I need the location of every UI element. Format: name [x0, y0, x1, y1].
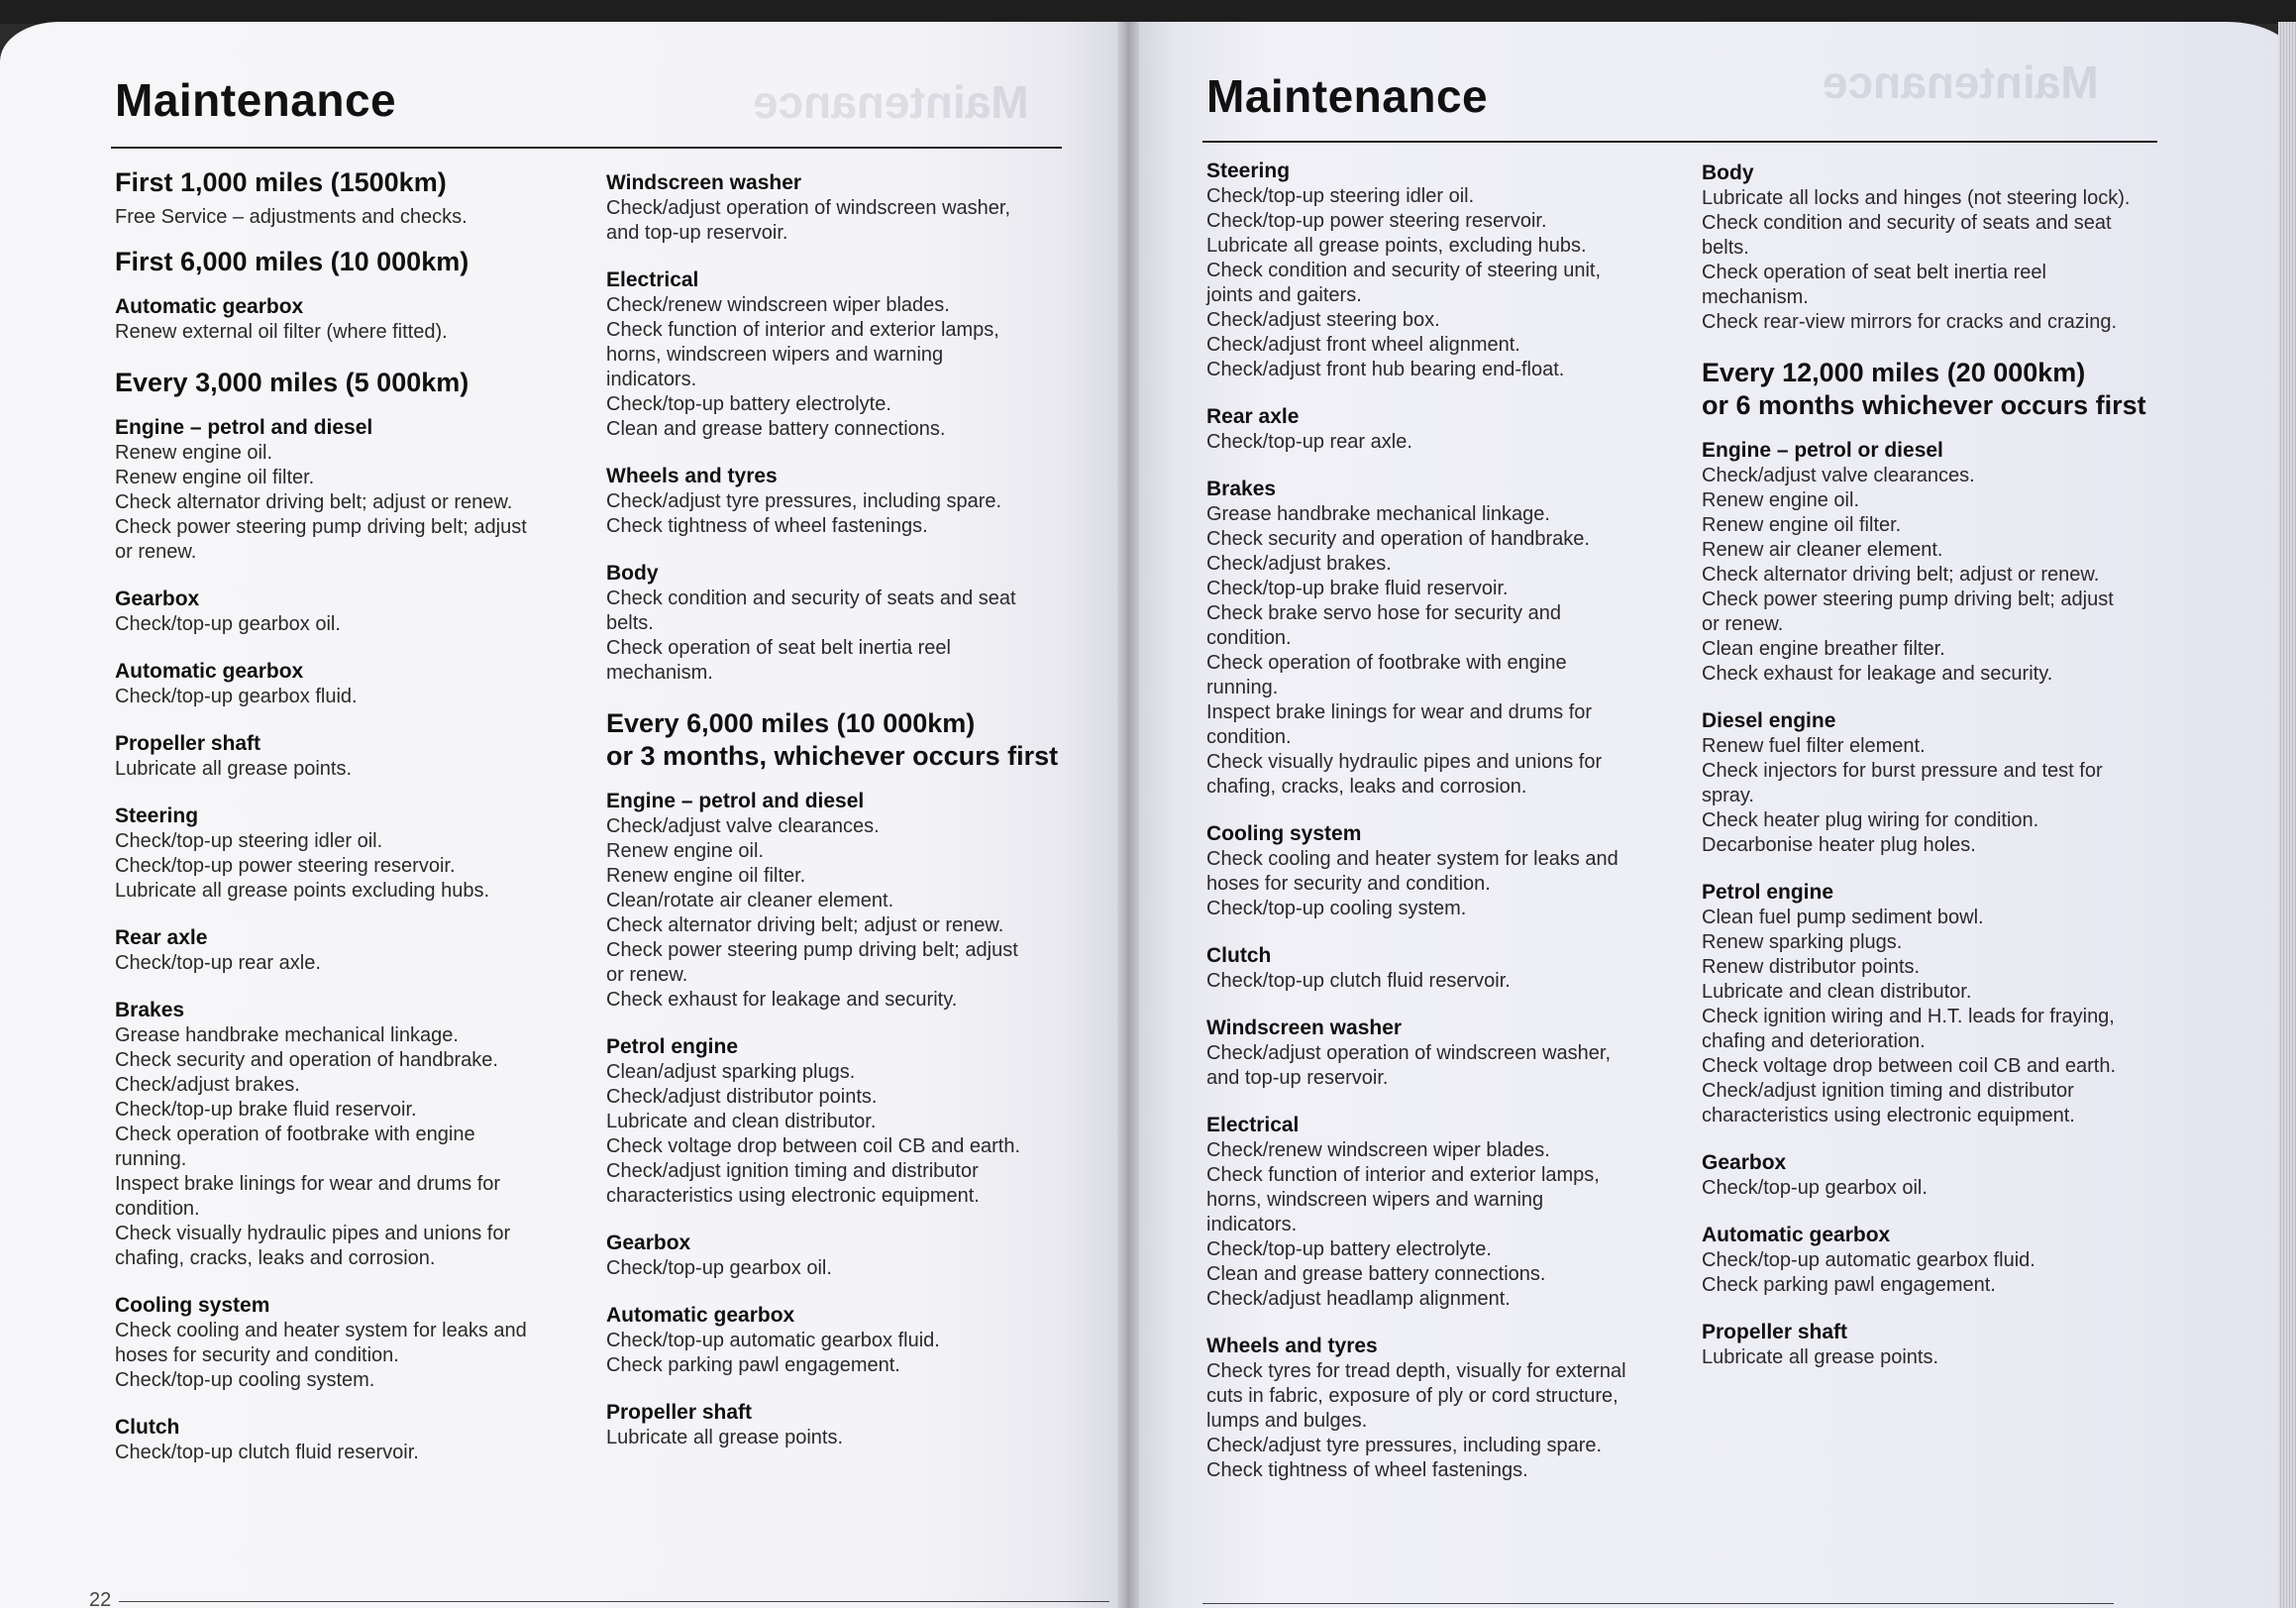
left-bottom-rule [119, 1601, 1109, 1602]
maintenance-item: Renew fuel filter element. [1702, 735, 1926, 757]
maintenance-item: belts. [606, 612, 654, 634]
maintenance-item: Lubricate all locks and hinges (not steering lock). [1702, 187, 2131, 209]
maintenance-item: Check/adjust ignition timing and distributor [606, 1160, 979, 1182]
section-heading [1702, 880, 2167, 906]
maintenance-item: Check security and operation of handbrake. [115, 1049, 498, 1071]
maintenance-item: Check/adjust ignition timing and distributor [1702, 1080, 2074, 1102]
maintenance-item: Check alternator driving belt; adjust or renew. [606, 914, 1004, 936]
maintenance-item: Check/top-up brake fluid reservoir. [115, 1099, 417, 1121]
maintenance-item: cuts in fabric, exposure of ply or cord structure, [1206, 1385, 1618, 1407]
maintenance-item: horns, windscreen wipers and warning [1206, 1189, 1544, 1211]
maintenance-item: Check/top-up clutch fluid reservoir. [115, 1442, 419, 1463]
maintenance-item: Check/adjust front hub bearing end-float. [1206, 359, 1565, 380]
section-automatic-gearbox [1702, 1223, 2167, 1298]
section-steering [115, 804, 580, 904]
section-heading [606, 561, 1072, 587]
maintenance-item: Check security and operation of handbrake. [1206, 528, 1590, 550]
maintenance-item: chafing and deterioration. [1702, 1030, 1926, 1052]
maintenance-item: Check/top-up rear axle. [115, 952, 321, 974]
section-heading [1206, 1113, 1682, 1138]
maintenance-item: Check injectors for burst pressure and test for [1702, 760, 2103, 782]
maintenance-item: Check tightness of wheel fastenings. [606, 515, 928, 537]
heading-line: Body [1702, 161, 1754, 184]
section-electrical [606, 268, 1072, 442]
section-body [606, 561, 1072, 686]
heading-line: Wheels and tyres [606, 465, 778, 487]
maintenance-item: lumps and bulges. [1206, 1410, 1368, 1432]
section-heading [1206, 943, 1682, 969]
maintenance-item: Check heater plug wiring for condition. [1702, 809, 2039, 831]
section-heading [1206, 1016, 1682, 1041]
section-automatic-gearbox [606, 1303, 1072, 1378]
section-heading [115, 998, 580, 1023]
maintenance-item: or renew. [606, 964, 688, 986]
section-rear-axle [1206, 404, 1682, 455]
section-petrol-engine [606, 1034, 1072, 1209]
maintenance-item: Renew external oil filter (where fitted). [115, 321, 448, 343]
maintenance-item: Check power steering pump driving belt; adjust [606, 939, 1018, 961]
heading-line: Petrol engine [1702, 881, 1834, 904]
section-heading [1702, 357, 2167, 422]
maintenance-item: hoses for security and condition. [115, 1344, 399, 1366]
maintenance-item: Check operation of footbrake with engine [115, 1124, 475, 1145]
section-steering [1206, 159, 1682, 382]
section-windscreen-washer [1206, 1016, 1682, 1091]
maintenance-item: Check condition and security of steering unit, [1206, 260, 1601, 281]
maintenance-item: Check/top-up automatic gearbox fluid. [1702, 1249, 2035, 1271]
heading-line: Brakes [115, 999, 185, 1021]
section-heading [115, 1415, 580, 1441]
maintenance-item: Renew distributor points. [1702, 956, 1921, 978]
section-cooling-system [1206, 821, 1682, 921]
maintenance-item: Lubricate all grease points. [1702, 1346, 1939, 1368]
maintenance-item: Lubricate all grease points. [115, 758, 353, 780]
maintenance-item: Check/top-up power steering reservoir. [115, 855, 456, 877]
maintenance-item: Lubricate and clean distributor. [1702, 981, 1972, 1003]
section-electrical [1206, 1113, 1682, 1312]
page-edges [2278, 22, 2296, 1608]
maintenance-item: Check/adjust operation of windscreen washer, [606, 197, 1011, 219]
heading-line: Steering [115, 804, 199, 827]
maintenance-item: Renew engine oil. [606, 840, 764, 862]
section-heading [1702, 1223, 2167, 1248]
section-heading [115, 1293, 580, 1319]
section-heading [606, 1303, 1072, 1329]
maintenance-item: Check power steering pump driving belt; adjust [115, 516, 527, 538]
heading-line: Clutch [115, 1416, 180, 1439]
section-every-6-000-miles-10-000km [606, 707, 1072, 773]
heading-line: Propeller shaft [115, 732, 261, 755]
maintenance-item: Renew engine oil. [1702, 489, 1859, 511]
maintenance-item: Check condition and security of seats and seat [606, 588, 1016, 609]
section-heading [606, 464, 1072, 489]
section-every-3-000-miles-5-000km [115, 367, 580, 399]
maintenance-item: Lubricate all grease points excluding hubs. [115, 880, 490, 902]
maintenance-item: Free Service – adjustments and checks. [115, 206, 468, 228]
maintenance-item: Check function of interior and exterior lamps, [1206, 1164, 1600, 1186]
heading-line: Propeller shaft [1702, 1321, 1848, 1343]
heading-line: Every 3,000 miles (5 000km) [115, 368, 470, 397]
maintenance-item: Grease handbrake mechanical linkage. [1206, 503, 1550, 525]
maintenance-item: or renew. [115, 541, 197, 563]
maintenance-item: Check operation of seat belt inertia reel [606, 637, 951, 659]
maintenance-item: Check/top-up cooling system. [1206, 898, 1467, 919]
section-heading [1702, 438, 2167, 464]
section-heading [115, 294, 580, 320]
maintenance-item: Check/top-up power steering reservoir. [1206, 210, 1547, 232]
maintenance-item: characteristics using electronic equipment. [1702, 1105, 2075, 1126]
section-heading [1206, 404, 1682, 430]
heading-line: Rear axle [115, 926, 208, 949]
maintenance-item: Check power steering pump driving belt; adjust [1702, 589, 2114, 610]
section-heading [115, 415, 580, 441]
right-ghost-title: Maintenance [1823, 56, 2099, 108]
maintenance-item: Check cooling and heater system for leaks and [115, 1320, 527, 1341]
heading-line: Petrol engine [606, 1035, 739, 1058]
section-heading [606, 170, 1072, 196]
maintenance-item: Check/adjust headlamp alignment. [1206, 1288, 1511, 1310]
heading-line: Electrical [1206, 1114, 1300, 1136]
section-heading [115, 804, 580, 829]
maintenance-item: Clean fuel pump sediment bowl. [1702, 907, 1984, 928]
section-gearbox [1702, 1150, 2167, 1201]
section-heading [606, 707, 1072, 773]
maintenance-item: Check tyres for tread depth, visually for external [1206, 1360, 1626, 1382]
left-page-title: Maintenance [115, 74, 397, 126]
maintenance-item: Check rear-view mirrors for cracks and crazing. [1702, 311, 2117, 333]
section-heading [1702, 1320, 2167, 1345]
maintenance-item: mechanism. [606, 662, 713, 684]
heading-line: Every 12,000 miles (20 000km) [1702, 358, 2086, 387]
maintenance-item: Check voltage drop between coil CB and earth. [1702, 1055, 2117, 1077]
maintenance-item: Inspect brake linings for wear and drums for [1206, 701, 1593, 723]
maintenance-item: Check voltage drop between coil CB and earth. [606, 1135, 1021, 1157]
section-diesel-engine [1702, 708, 2167, 858]
maintenance-item: Check/adjust valve clearances. [1702, 465, 1975, 486]
maintenance-item: Check/top-up gearbox oil. [606, 1257, 832, 1279]
maintenance-item: Clean/adjust sparking plugs. [606, 1061, 856, 1083]
maintenance-item: and top-up reservoir. [606, 222, 788, 244]
maintenance-item: Check/adjust brakes. [115, 1074, 300, 1096]
maintenance-item: Renew air cleaner element. [1702, 539, 1943, 561]
section-heading [115, 367, 580, 399]
maintenance-item: Check parking pawl engagement. [1702, 1274, 1996, 1296]
left-title-rule [111, 147, 1062, 149]
maintenance-item: Check alternator driving belt; adjust or renew. [1702, 564, 2100, 586]
maintenance-item: Renew engine oil. [115, 442, 272, 464]
section-heading [115, 246, 580, 278]
section-heading [1702, 708, 2167, 734]
maintenance-item: Check/adjust distributor points. [606, 1086, 878, 1108]
maintenance-item: Clean and grease battery connections. [1206, 1263, 1546, 1285]
section-first-1-000-miles-1500km [115, 166, 580, 230]
section-heading [1702, 1150, 2167, 1176]
heading-line: Windscreen washer [606, 171, 802, 194]
maintenance-item: characteristics using electronic equipment. [606, 1185, 980, 1207]
maintenance-item: Check/adjust tyre pressures, including spare. [606, 490, 1002, 512]
section-cooling-system [115, 1293, 580, 1393]
maintenance-item: Check/top-up steering idler oil. [1206, 185, 1475, 207]
heading-line: Rear axle [1206, 405, 1300, 428]
maintenance-item: Check cooling and heater system for leaks and [1206, 848, 1618, 870]
heading-line: Gearbox [115, 588, 200, 610]
maintenance-item: Check function of interior and exterior lamps, [606, 319, 999, 341]
heading-line: Cooling system [115, 1294, 270, 1317]
section-petrol-engine [1702, 880, 2167, 1128]
maintenance-item: Check/top-up gearbox oil. [1702, 1177, 1928, 1199]
section-rear-axle [115, 925, 580, 976]
heading-line: Brakes [1206, 478, 1277, 500]
maintenance-item: Check tightness of wheel fastenings. [1206, 1459, 1528, 1481]
book-gutter [1117, 22, 1139, 1608]
maintenance-item: Grease handbrake mechanical linkage. [115, 1024, 459, 1046]
maintenance-item: Check/top-up brake fluid reservoir. [1206, 578, 1509, 599]
section-heading [115, 731, 580, 757]
maintenance-item: Check/top-up cooling system. [115, 1369, 375, 1391]
maintenance-item: Check/renew windscreen wiper blades. [1206, 1139, 1550, 1161]
maintenance-item: Check visually hydraulic pipes and unions for [1206, 751, 1603, 773]
maintenance-item: Renew engine oil filter. [115, 467, 315, 488]
section-heading [115, 587, 580, 612]
maintenance-item: Check visually hydraulic pipes and unions for [115, 1223, 511, 1244]
maintenance-item: Check/adjust tyre pressures, including spare. [1206, 1435, 1603, 1456]
maintenance-item: Check/top-up clutch fluid reservoir. [1206, 970, 1511, 992]
maintenance-item: joints and gaiters. [1206, 284, 1362, 306]
maintenance-item: chafing, cracks, leaks and corrosion. [1206, 776, 1527, 798]
heading-line-2: or 3 months, whichever occurs first [606, 741, 1059, 771]
heading-line: Wheels and tyres [1206, 1335, 1378, 1357]
heading-line: Engine – petrol and diesel [606, 790, 865, 812]
maintenance-item: condition. [1206, 726, 1292, 748]
maintenance-item: Check alternator driving belt; adjust or renew. [115, 491, 513, 513]
maintenance-item: mechanism. [1702, 286, 1809, 308]
right-page-title: Maintenance [1206, 70, 1489, 122]
section-heading [606, 1400, 1072, 1426]
maintenance-item: Renew sparking plugs. [1702, 931, 1903, 953]
maintenance-item: spray. [1702, 785, 1754, 806]
maintenance-item: Check/top-up automatic gearbox fluid. [606, 1330, 940, 1351]
maintenance-item: Check condition and security of seats and seat [1702, 212, 2112, 234]
section-heading [1206, 159, 1682, 184]
section-gearbox [606, 1231, 1072, 1281]
section-heading [606, 1034, 1072, 1060]
maintenance-item: Clean engine breather filter. [1702, 638, 1945, 660]
left-column-1 [115, 166, 580, 1487]
maintenance-item: Check brake servo hose for security and [1206, 602, 1561, 624]
maintenance-item: hoses for security and condition. [1206, 873, 1491, 895]
maintenance-item: Lubricate all grease points, excluding hubs. [1206, 235, 1587, 257]
section-automatic-gearbox [115, 659, 580, 709]
maintenance-item: or renew. [1702, 613, 1784, 635]
section-engine-petrol-or-diesel [1702, 438, 2167, 687]
heading-line: First 6,000 miles (10 000km) [115, 247, 470, 276]
section-engine-petrol-and-diesel [606, 789, 1072, 1013]
section-heading [1206, 477, 1682, 502]
left-ghost-title: Maintenance [753, 76, 1029, 128]
maintenance-item: Check exhaust for leakage and security. [1702, 663, 2053, 685]
maintenance-item: horns, windscreen wipers and warning [606, 344, 944, 366]
maintenance-item: Check/top-up battery electrolyte. [1206, 1238, 1492, 1260]
maintenance-item: Lubricate all grease points. [606, 1427, 844, 1448]
section-engine-petrol-and-diesel [115, 415, 580, 565]
section-clutch [115, 1415, 580, 1465]
maintenance-item: indicators. [1206, 1214, 1298, 1235]
maintenance-item: Check/adjust operation of windscreen washer, [1206, 1042, 1612, 1064]
maintenance-item: Renew engine oil filter. [606, 865, 806, 887]
maintenance-item: condition. [115, 1198, 200, 1220]
heading-line: Automatic gearbox [115, 295, 304, 318]
heading-line-2: or 6 months whichever occurs first [1702, 390, 2146, 420]
section-heading [606, 268, 1072, 293]
section-gearbox [115, 587, 580, 637]
section-every-12-000-miles-20-000km [1702, 357, 2167, 422]
maintenance-item: Check parking pawl engagement. [606, 1354, 900, 1376]
section-body [1702, 161, 2167, 335]
section-wheels-and-tyres [606, 464, 1072, 539]
section-propeller-shaft [1702, 1320, 2167, 1370]
maintenance-item: Check/top-up gearbox oil. [115, 613, 341, 635]
heading-line: Clutch [1206, 944, 1272, 967]
section-heading [115, 925, 580, 951]
left-page-number: 22 [89, 1589, 112, 1608]
maintenance-item: Check ignition wiring and H.T. leads for fraying, [1702, 1006, 2115, 1027]
section-heading [1702, 161, 2167, 186]
heading-line: Electrical [606, 268, 699, 291]
section-windscreen-washer [606, 170, 1072, 246]
maintenance-item: Clean/rotate air cleaner element. [606, 890, 894, 911]
maintenance-item: and top-up reservoir. [1206, 1067, 1389, 1089]
maintenance-item: Check/top-up steering idler oil. [115, 830, 383, 852]
maintenance-item: Renew engine oil filter. [1702, 514, 1902, 536]
section-automatic-gearbox [115, 294, 580, 345]
section-clutch [1206, 943, 1682, 994]
heading-line: Propeller shaft [606, 1401, 753, 1424]
scanner-top-edge [0, 0, 2296, 24]
maintenance-item: Check/adjust steering box. [1206, 309, 1440, 331]
heading-line: Steering [1206, 160, 1291, 182]
maintenance-item: Check/adjust valve clearances. [606, 815, 880, 837]
right-title-rule [1202, 141, 2157, 143]
section-wheels-and-tyres [1206, 1334, 1682, 1483]
maintenance-item: Inspect brake linings for wear and drums for [115, 1173, 501, 1195]
right-column-1 [1206, 159, 1682, 1505]
section-brakes [115, 998, 580, 1271]
section-heading [1206, 1334, 1682, 1359]
maintenance-item: running. [1206, 677, 1279, 698]
section-heading [606, 789, 1072, 814]
maintenance-item: Check operation of seat belt inertia reel [1702, 262, 2046, 283]
right-column-2 [1702, 161, 2167, 1392]
section-propeller-shaft [606, 1400, 1072, 1450]
heading-line: Gearbox [606, 1232, 691, 1254]
heading-line: Windscreen washer [1206, 1017, 1403, 1039]
section-heading [115, 659, 580, 685]
heading-line: Gearbox [1702, 1151, 1787, 1174]
maintenance-item: condition. [1206, 627, 1292, 649]
maintenance-item: belts. [1702, 237, 1749, 259]
heading-line: Cooling system [1206, 822, 1362, 845]
heading-line: Body [606, 562, 659, 585]
maintenance-item: Check/top-up battery electrolyte. [606, 393, 891, 415]
section-heading [606, 1231, 1072, 1256]
heading-line: Diesel engine [1702, 709, 1836, 732]
maintenance-item: chafing, cracks, leaks and corrosion. [115, 1247, 436, 1269]
maintenance-item: Check/top-up rear axle. [1206, 431, 1412, 453]
heading-line: Automatic gearbox [606, 1304, 795, 1327]
heading-line: Every 6,000 miles (10 000km) [606, 708, 976, 738]
maintenance-item: indicators. [606, 369, 697, 390]
section-propeller-shaft [115, 731, 580, 782]
maintenance-item: running. [115, 1148, 187, 1170]
heading-line: Automatic gearbox [115, 660, 304, 683]
maintenance-item: Lubricate and clean distributor. [606, 1111, 877, 1132]
heading-line: Engine – petrol and diesel [115, 416, 373, 439]
maintenance-item: Check/adjust brakes. [1206, 553, 1392, 575]
maintenance-item: Decarbonise heater plug holes. [1702, 834, 1976, 856]
maintenance-item: Clean and grease battery connections. [606, 418, 946, 440]
heading-line: Engine – petrol or diesel [1702, 439, 1943, 462]
section-heading [1206, 821, 1682, 847]
section-brakes [1206, 477, 1682, 800]
maintenance-item: Check/adjust front wheel alignment. [1206, 334, 1520, 356]
heading-line: Automatic gearbox [1702, 1224, 1891, 1246]
left-column-2 [606, 170, 1072, 1472]
maintenance-item: Check/top-up gearbox fluid. [115, 686, 358, 707]
maintenance-item: Check operation of footbrake with engine [1206, 652, 1567, 674]
heading-line: First 1,000 miles (1500km) [115, 167, 447, 197]
right-bottom-rule [1202, 1603, 2114, 1604]
maintenance-item: Check exhaust for leakage and security. [606, 989, 958, 1011]
section-first-6-000-miles-10-000km [115, 246, 580, 278]
section-heading [115, 166, 580, 199]
maintenance-item: Check/renew windscreen wiper blades. [606, 294, 950, 316]
